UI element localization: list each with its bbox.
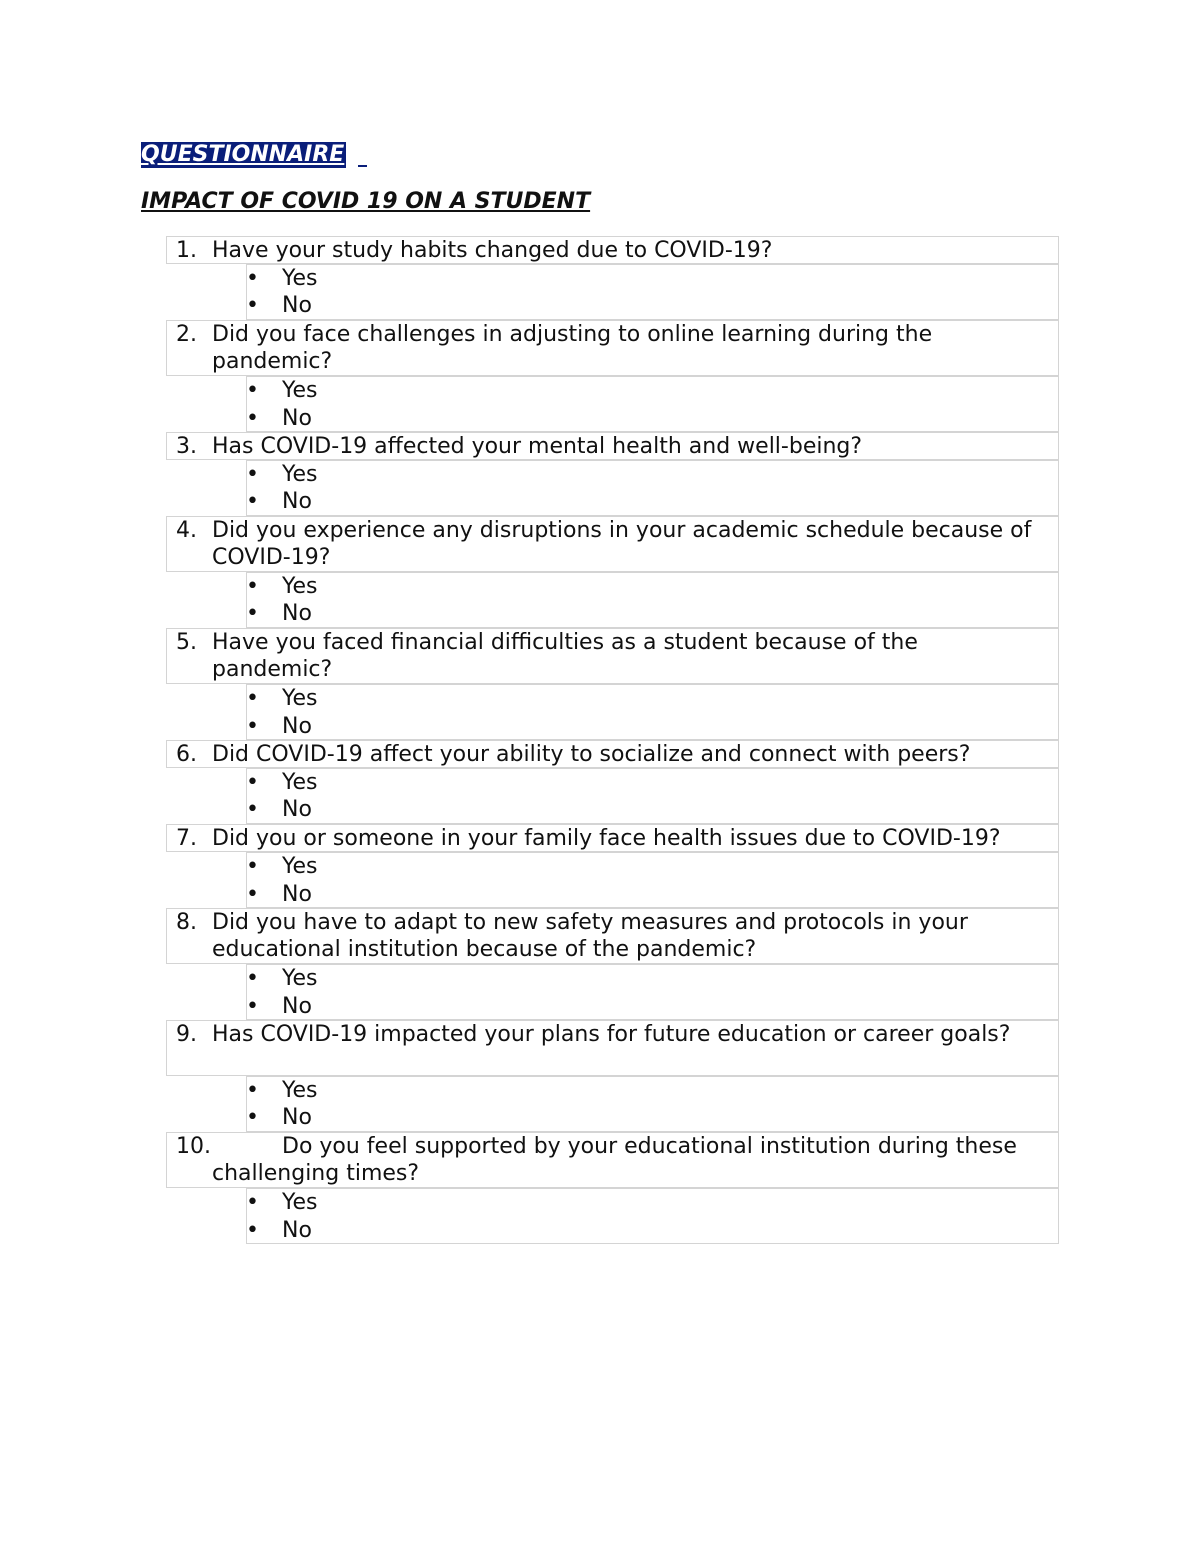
answer-cell: [246, 376, 1059, 432]
bullet-icon: •: [246, 462, 259, 487]
option-label: No: [282, 1105, 312, 1130]
answer-option[interactable]: [246, 461, 318, 488]
answer-cell: [246, 684, 1059, 740]
answer-option[interactable]: [246, 769, 318, 796]
bullet-icon: •: [246, 489, 259, 514]
answer-cell: [246, 1076, 1059, 1132]
question-number: 1.: [176, 238, 197, 263]
option-label: No: [282, 714, 312, 739]
answer-option[interactable]: [246, 853, 318, 880]
option-label: No: [282, 994, 312, 1019]
answer-option[interactable]: [246, 377, 318, 404]
question-text: Has COVID-19 impacted your plans for future education or career goals?: [212, 1022, 1011, 1047]
answer-option[interactable]: [246, 713, 312, 740]
bullet-icon: •: [246, 854, 259, 879]
question-text: Did COVID-19 affect your ability to socialize and connect with peers?: [212, 742, 971, 767]
question-text: Has COVID-19 affected your mental health and well-being?: [212, 434, 863, 459]
question-number: 2.: [176, 322, 197, 347]
question-number: 9.: [176, 1022, 197, 1047]
option-label: No: [282, 797, 312, 822]
bullet-icon: •: [246, 770, 259, 795]
answer-option[interactable]: [246, 292, 312, 319]
answer-cell: [246, 460, 1059, 516]
option-label: No: [282, 406, 312, 431]
document-title: QUESTIONNAIRE: [141, 142, 345, 167]
answer-option[interactable]: [246, 881, 312, 908]
answer-cell: [246, 572, 1059, 628]
answer-option[interactable]: [246, 1217, 312, 1244]
question-text: Did you have to adapt to new safety measures and protocols in your educational institution because of the pandemic?: [212, 910, 968, 962]
bullet-icon: •: [246, 994, 259, 1019]
question-text: Have you faced financial difficulties as a student because of the pandemic?: [212, 630, 918, 682]
question-number: 6.: [176, 742, 197, 767]
answer-cell: [246, 964, 1059, 1020]
answer-option[interactable]: [246, 265, 318, 292]
question-number: 3.: [176, 434, 197, 459]
answer-option[interactable]: [246, 405, 312, 432]
option-label: Yes: [282, 378, 318, 403]
option-label: No: [282, 293, 312, 318]
answer-option[interactable]: [246, 1189, 318, 1216]
bullet-icon: •: [246, 1078, 259, 1103]
question-number: 8.: [176, 910, 197, 935]
option-label: Yes: [282, 462, 318, 487]
question-number: 7.: [176, 826, 197, 851]
option-label: Yes: [282, 686, 318, 711]
answer-option[interactable]: [246, 600, 312, 627]
answer-option[interactable]: [246, 965, 318, 992]
answer-cell: [246, 852, 1059, 908]
option-label: Yes: [282, 574, 318, 599]
question-number: 4.: [176, 518, 197, 543]
bullet-icon: •: [246, 966, 259, 991]
question-text: Did you experience any disruptions in your academic schedule because of COVID-19?: [212, 518, 1032, 570]
option-label: Yes: [282, 1190, 318, 1215]
option-label: Yes: [282, 966, 318, 991]
bullet-icon: •: [246, 601, 259, 626]
bullet-icon: •: [246, 1190, 259, 1215]
question-text: Did you face challenges in adjusting to online learning during the pandemic?: [212, 322, 933, 374]
answer-option[interactable]: [246, 1104, 312, 1131]
bullet-icon: •: [246, 574, 259, 599]
option-label: No: [282, 882, 312, 907]
answer-option[interactable]: [246, 685, 318, 712]
question-number: 5.: [176, 630, 197, 655]
option-label: Yes: [282, 854, 318, 879]
bullet-icon: •: [246, 686, 259, 711]
bullet-icon: •: [246, 882, 259, 907]
answer-option[interactable]: [246, 488, 312, 515]
answer-cell: [246, 264, 1059, 320]
question-text: Do you feel supported by your educational institution during these challenging times?: [212, 1134, 1017, 1186]
option-label: Yes: [282, 770, 318, 795]
answer-cell: [246, 1188, 1059, 1244]
answer-option[interactable]: [246, 796, 312, 823]
option-label: No: [282, 489, 312, 514]
bullet-icon: •: [246, 293, 259, 318]
bullet-icon: •: [246, 406, 259, 431]
document-subtitle: IMPACT OF COVID 19 ON A STUDENT: [141, 189, 591, 214]
option-label: No: [282, 1218, 312, 1243]
option-label: Yes: [282, 1078, 318, 1103]
bullet-icon: •: [246, 1105, 259, 1130]
bullet-icon: •: [246, 797, 259, 822]
question-text: Did you or someone in your family face health issues due to COVID-19?: [212, 826, 1001, 851]
bullet-icon: •: [246, 714, 259, 739]
answer-option[interactable]: [246, 573, 318, 600]
answer-cell: [246, 768, 1059, 824]
answer-option[interactable]: [246, 993, 312, 1020]
option-label: No: [282, 601, 312, 626]
question-number: 10.: [176, 1134, 211, 1159]
bullet-icon: •: [246, 1218, 259, 1243]
bullet-icon: •: [246, 378, 259, 403]
answer-option[interactable]: [246, 1077, 318, 1104]
question-text: Have your study habits changed due to COVID-19?: [212, 238, 773, 263]
option-label: Yes: [282, 266, 318, 291]
bullet-icon: •: [246, 266, 259, 291]
